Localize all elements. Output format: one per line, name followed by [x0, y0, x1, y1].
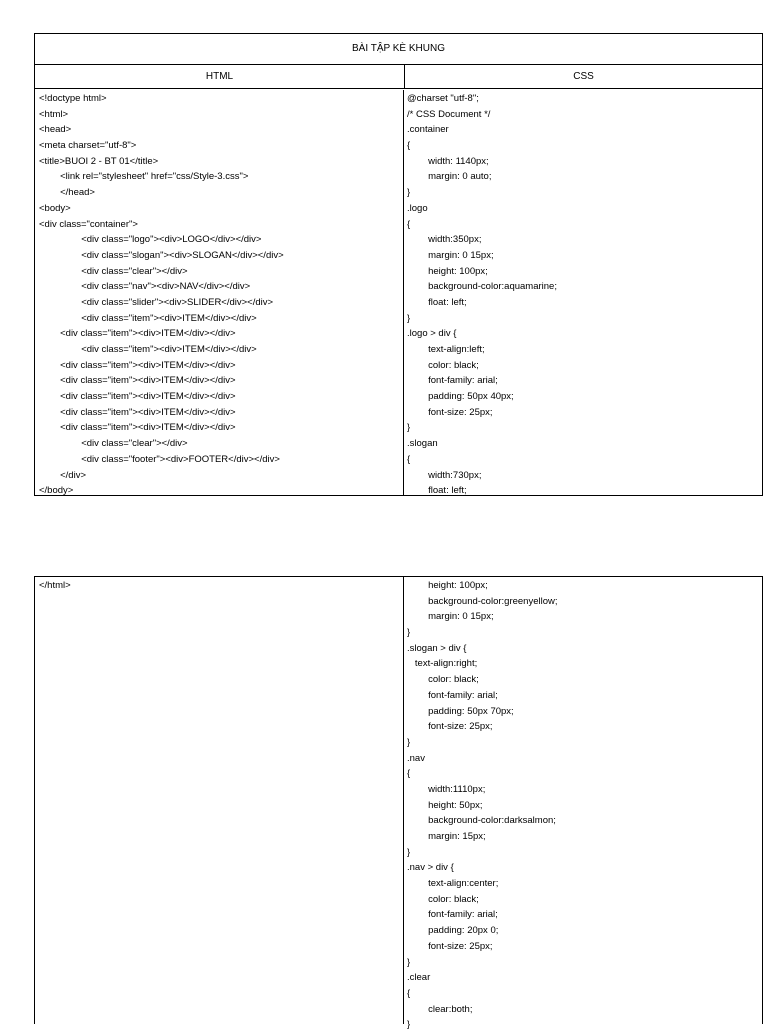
code-line: font-family: arial;	[407, 689, 498, 701]
code-line: margin: 0 auto;	[407, 171, 492, 183]
code-line: .nav	[407, 752, 425, 764]
code-line: }	[407, 312, 411, 324]
code-line: <div class="item"><div>ITEM</div></div>	[39, 312, 257, 324]
code-line: <div class="clear"></div>	[39, 438, 188, 450]
code-line: .logo	[407, 202, 428, 214]
code-line: <div class="slider"><div>SLIDER</div></div>	[39, 296, 274, 308]
code-line: float: left;	[407, 485, 467, 497]
code-line: <meta charset="utf-8">	[39, 140, 137, 152]
code-line: margin: 0 15px;	[407, 611, 494, 623]
code-line: text-align:left;	[407, 344, 485, 355]
css-code-cell	[404, 90, 762, 495]
code-line: {	[407, 140, 411, 152]
code-line: }	[407, 187, 411, 199]
code-line: {	[407, 768, 411, 780]
code-line: float: left;	[407, 296, 467, 308]
code-line: width:350px;	[407, 234, 482, 246]
html-column-header: HTML	[35, 65, 405, 88]
code-line: </html>	[39, 580, 71, 591]
code-line: <div class="item"><div>ITEM</div></div>	[39, 391, 236, 403]
code-line: background-color:greenyellow;	[407, 595, 558, 607]
code-line: }	[407, 736, 411, 748]
code-line: font-family: arial;	[407, 909, 498, 921]
code-line: <html>	[39, 108, 69, 120]
code-line: }	[407, 1019, 411, 1031]
code-line: }	[407, 422, 411, 434]
code-line: }	[407, 956, 411, 968]
code-line: font-family: arial;	[407, 375, 498, 387]
html-code-cell	[35, 577, 404, 1024]
code-line: background-color:darksalmon;	[407, 815, 556, 827]
code-line: text-align:right;	[407, 658, 478, 670]
code-line: width: 1140px;	[407, 155, 489, 167]
code-line: </body>	[39, 485, 74, 497]
code-line: <div class="clear"></div>	[39, 265, 188, 277]
code-line: <title>BUOI 2 - BT 01</title>	[39, 155, 159, 167]
code-line: height: 50px;	[407, 799, 483, 811]
code-line: margin: 15px;	[407, 831, 486, 842]
table-body	[35, 90, 762, 495]
code-line: /* CSS Document */	[407, 108, 491, 120]
code-line: <div class="item"><div>ITEM</div></div>	[39, 375, 236, 387]
code-line: <div class="footer"><div>FOOTER</div></div>	[39, 453, 280, 465]
code-line: <div class="item"><div>ITEM</div></div>	[39, 328, 236, 340]
code-line: text-align:center;	[407, 878, 499, 890]
code-line: margin: 0 15px;	[407, 249, 494, 261]
css-code-cell	[404, 577, 762, 1031]
code-line: {	[407, 987, 411, 999]
code-line: .logo > div {	[407, 328, 457, 340]
code-line: <!doctype html>	[39, 93, 107, 104]
code-line: {	[407, 218, 411, 230]
code-line: <div class="item"><div>ITEM</div></div>	[39, 406, 236, 418]
code-table-1	[34, 33, 763, 496]
code-line: width:730px;	[407, 469, 482, 481]
code-line: <link rel="stylesheet" href="css/Style-3.css">	[39, 171, 249, 183]
table-header-row	[35, 65, 762, 89]
code-line: color: black;	[407, 893, 479, 905]
css-column-header: CSS	[573, 71, 594, 82]
code-line: height: 100px;	[407, 580, 488, 591]
code-line: .clear	[407, 972, 431, 984]
code-table-2	[34, 576, 763, 1031]
code-line: <div class="slogan"><div>SLOGAN</div></div>	[39, 249, 284, 261]
code-line: .slogan	[407, 438, 438, 450]
code-line: <div class="item"><div>ITEM</div></div>	[39, 422, 236, 434]
code-line: padding: 50px 40px;	[407, 391, 514, 403]
code-line: <div class="logo"><div>LOGO</div></div>	[39, 234, 262, 246]
table-body	[35, 577, 762, 1031]
code-line: font-size: 25px;	[407, 721, 493, 733]
code-line: height: 100px;	[407, 265, 488, 277]
code-line: {	[407, 453, 411, 465]
code-line: padding: 20px 0;	[407, 925, 499, 937]
code-line: background-color:aquamarine;	[407, 281, 557, 293]
code-line: clear:both;	[407, 1003, 473, 1015]
code-line: .container	[407, 124, 449, 136]
table-title: BÀI TẬP KÈ KHUNG	[35, 34, 762, 65]
code-line: .nav > div {	[407, 862, 454, 874]
code-line: <div class="item"><div>ITEM</div></div>	[39, 359, 236, 371]
code-line: </div>	[39, 469, 86, 481]
code-line: color: black;	[407, 674, 479, 686]
html-code-cell	[35, 90, 404, 495]
code-line: }	[407, 627, 411, 639]
code-line: @charset "utf-8";	[407, 93, 479, 104]
code-line: padding: 50px 70px;	[407, 705, 514, 717]
code-line: <head>	[39, 124, 72, 136]
code-line: <body>	[39, 202, 71, 214]
code-line: }	[407, 846, 411, 858]
code-line: <div class="container">	[39, 218, 138, 230]
code-line: </head>	[39, 187, 95, 199]
code-line: font-size: 25px;	[407, 406, 493, 418]
code-line: color: black;	[407, 359, 479, 371]
code-line: <div class="nav"><div>NAV</div></div>	[39, 281, 251, 293]
code-line: width:1110px;	[407, 783, 486, 795]
code-line: font-size: 25px;	[407, 940, 493, 952]
code-line: <div class="item"><div>ITEM</div></div>	[39, 344, 257, 355]
code-line: .slogan > div {	[407, 642, 467, 654]
